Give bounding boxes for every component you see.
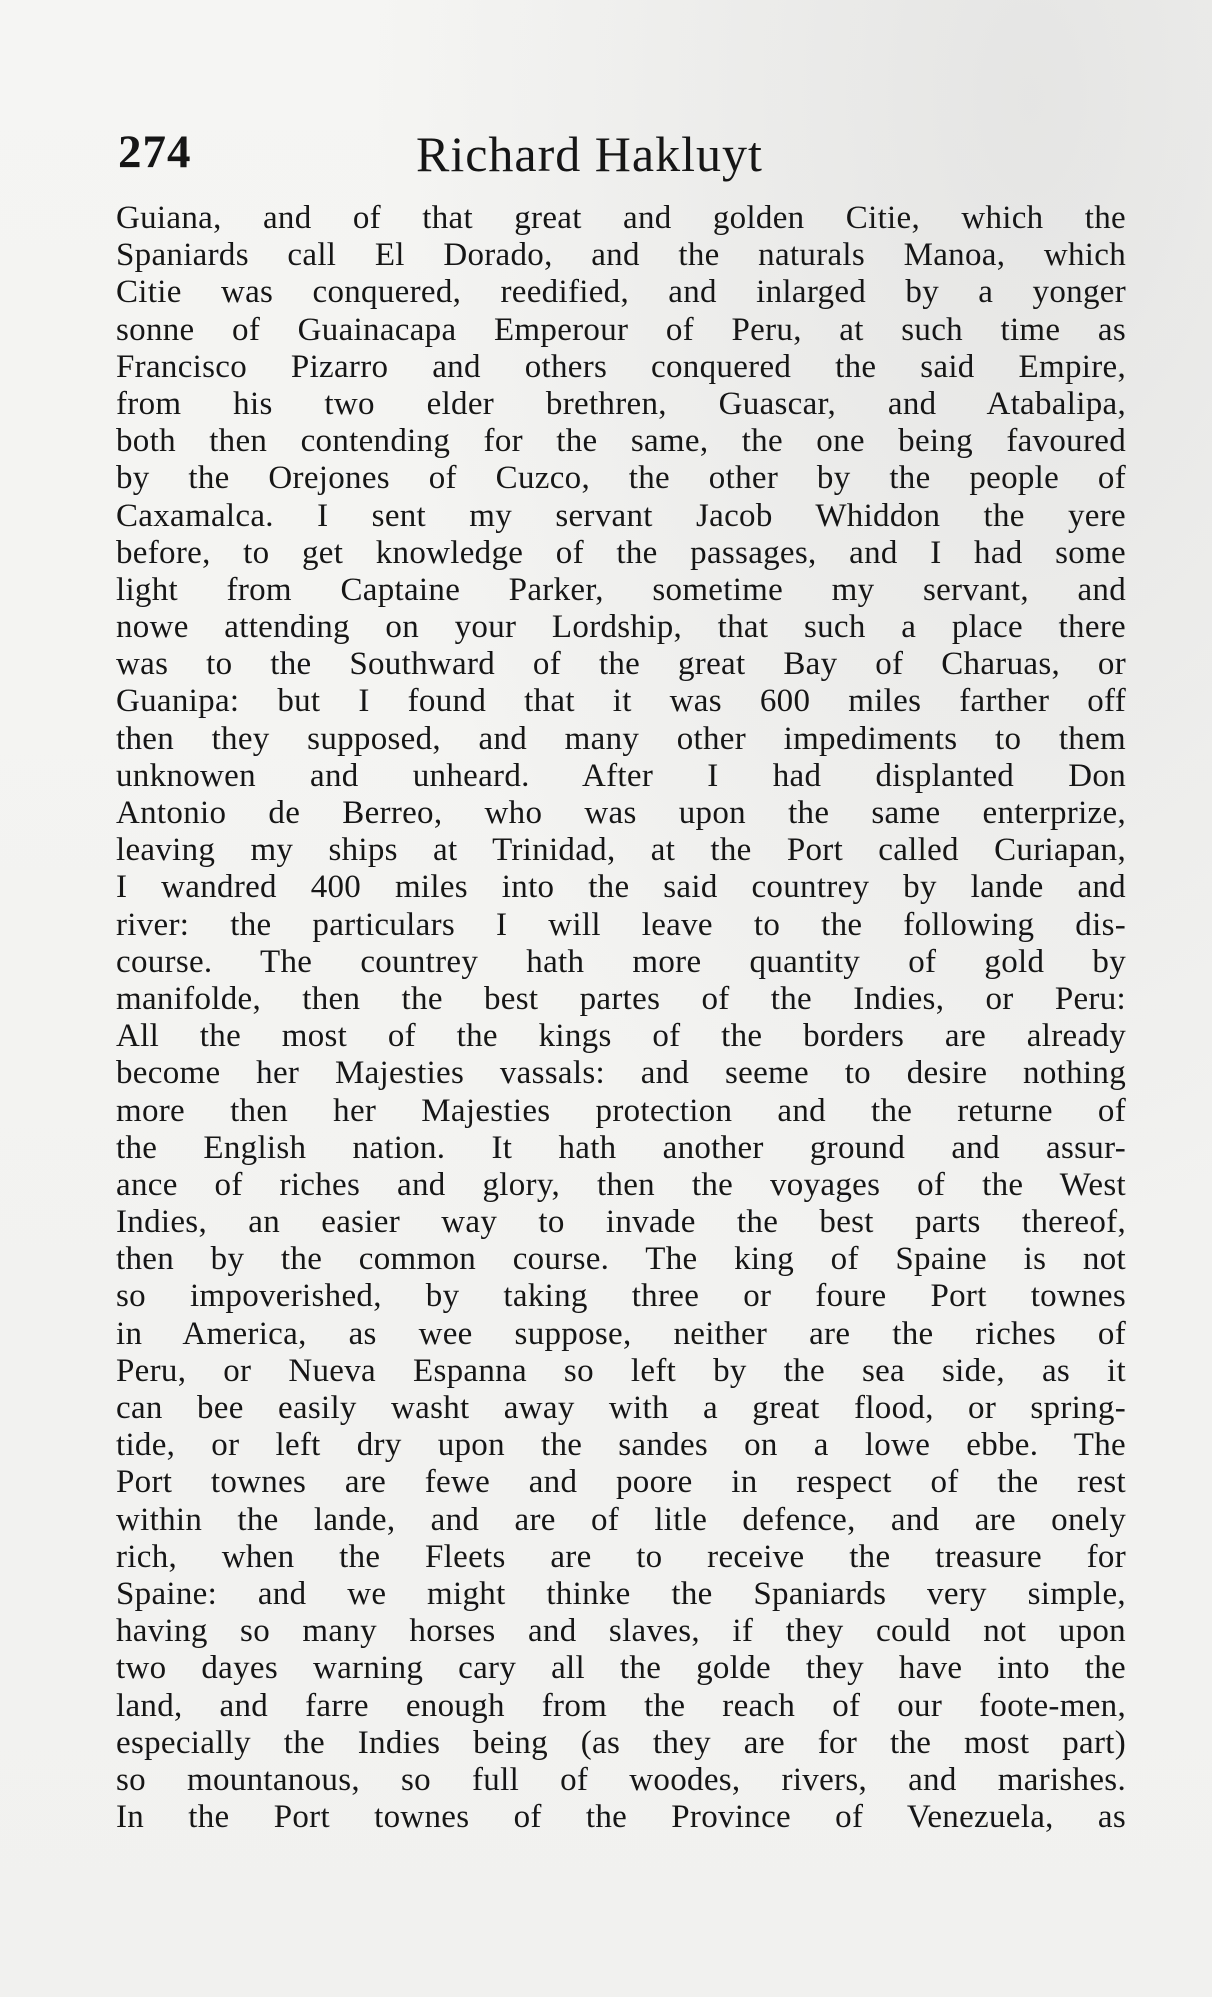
text-line: leaving my ships at Trinidad, at the Port called Curiapan, xyxy=(116,832,1126,869)
text-line: Guanipa: but I found that it was 600 miles farther off xyxy=(116,683,1126,720)
text-line: Port townes are fewe and poore in respect of the rest xyxy=(116,1464,1126,1501)
text-line: light from Captaine Parker, sometime my servant, and xyxy=(116,571,1126,608)
text-line: ance of riches and glory, then the voyages of the West xyxy=(116,1166,1126,1203)
text-line: course. The countrey hath more quantity of gold by xyxy=(116,943,1126,980)
text-line: Spaniards call El Dorado, and the naturals Manoa, which xyxy=(116,237,1126,274)
text-line: nowe attending on your Lordship, that such a place there xyxy=(116,609,1126,646)
text-line: then by the common course. The king of Spaine is not xyxy=(116,1241,1126,1278)
text-line: Spaine: and we might thinke the Spaniards very simple, xyxy=(116,1575,1126,1612)
text-line: from his two elder brethren, Guascar, and Atabalipa, xyxy=(116,385,1126,422)
text-line: In the Port townes of the Province of Venezuela, as xyxy=(116,1799,1126,1836)
page-number: 274 xyxy=(118,126,192,178)
text-line: can bee easily washt away with a great flood, or spring- xyxy=(116,1390,1126,1426)
page-header xyxy=(118,125,1118,185)
running-head: Richard Hakluyt xyxy=(416,126,763,182)
text-line: then they supposed, and many other impediments to them xyxy=(116,720,1126,757)
text-line: within the lande, and are of litle defence, and are onely xyxy=(116,1501,1126,1538)
text-line: Peru, or Nueva Espanna so left by the sea side, as it xyxy=(116,1352,1126,1389)
text-line: so mountanous, so full of woodes, rivers, and marishes. xyxy=(116,1761,1126,1798)
text-line: the English nation. It hath another ground and assur- xyxy=(116,1129,1126,1166)
text-line: become her Majesties vassals: and seeme to desire nothing xyxy=(116,1055,1126,1092)
text-line: Citie was conquered, reedified, and inlarged by a yonger xyxy=(116,274,1126,311)
text-line: before, to get knowledge of the passages, and I had some xyxy=(116,534,1126,571)
body-text xyxy=(116,200,1126,1836)
text-line: two dayes warning cary all the golde they have into the xyxy=(116,1650,1126,1687)
text-line: so impoverished, by taking three or foure Port townes xyxy=(116,1278,1126,1315)
text-line: river: the particulars I will leave to the following dis- xyxy=(116,906,1126,943)
text-line: in America, as wee suppose, neither are the riches of xyxy=(116,1315,1126,1352)
text-line: land, and farre enough from the reach of our foote-men, xyxy=(116,1687,1126,1724)
text-line: rich, when the Fleets are to receive the treasure for xyxy=(116,1538,1126,1575)
text-line: especially the Indies being (as they are for the most part) xyxy=(116,1724,1126,1761)
text-line: both then contending for the same, the one being favoured xyxy=(116,423,1126,460)
text-line: unknowen and unheard. After I had displanted Don xyxy=(116,757,1126,794)
text-line: Indies, an easier way to invade the best parts thereof, xyxy=(116,1204,1126,1241)
text-line: having so many horses and slaves, if they could not upon xyxy=(116,1613,1126,1650)
text-line: Antonio de Berreo, who was upon the same enterprize, xyxy=(116,795,1126,831)
text-line: by the Orejones of Cuzco, the other by the people of xyxy=(116,460,1126,497)
text-line: was to the Southward of the great Bay of Charuas, or xyxy=(116,646,1126,683)
text-line: Francisco Pizarro and others conquered the said Empire, xyxy=(116,348,1126,385)
text-line: Caxamalca. I sent my servant Jacob Whiddon the yere xyxy=(116,497,1126,534)
text-line: more then her Majesties protection and the returne of xyxy=(116,1092,1126,1129)
text-line: Guiana, and of that great and golden Citie, which the xyxy=(116,200,1126,236)
text-line: All the most of the kings of the borders are already xyxy=(116,1018,1126,1055)
text-line: I wandred 400 miles into the said countrey by lande and xyxy=(116,869,1126,906)
text-line: sonne of Guainacapa Emperour of Peru, at such time as xyxy=(116,311,1126,348)
text-line: manifolde, then the best partes of the Indies, or Peru: xyxy=(116,980,1126,1017)
text-line: tide, or left dry upon the sandes on a lowe ebbe. The xyxy=(116,1427,1126,1464)
